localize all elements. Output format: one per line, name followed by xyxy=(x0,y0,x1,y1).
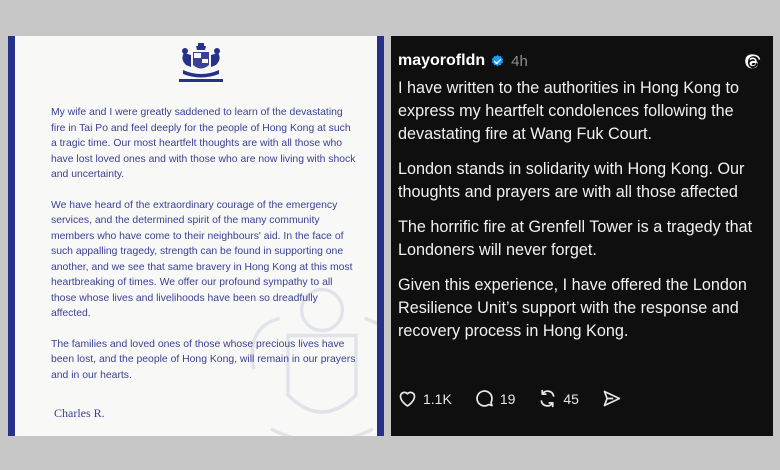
post-header xyxy=(398,50,528,72)
comment-icon xyxy=(474,388,495,409)
letter-body xyxy=(51,105,356,398)
threads-post xyxy=(391,36,773,436)
post-actions xyxy=(397,388,649,409)
repost-icon xyxy=(537,388,558,409)
share-button[interactable] xyxy=(601,388,627,409)
send-icon xyxy=(601,388,622,409)
like-button[interactable] xyxy=(397,388,452,409)
repost-count: 45 xyxy=(563,390,579,407)
letter-signature: Charles R. xyxy=(54,406,105,420)
verified-badge-icon xyxy=(490,54,505,69)
threads-logo-icon[interactable] xyxy=(743,52,763,72)
royal-coat-of-arms-icon xyxy=(175,43,227,87)
post-body xyxy=(398,77,770,355)
repost-button[interactable] xyxy=(537,388,579,409)
letter-paragraph: The families and loved ones of those whose precious lives have been lost, and the people of Hong Kong, will remain in our prayers and in our hearts. xyxy=(51,338,356,381)
post-timestamp: 4h xyxy=(511,52,528,70)
reply-count: 19 xyxy=(499,390,516,407)
post-paragraph: Given this experience, I have offered the London Resilience Unit’s support with the response and recovery process in Hong Kong. xyxy=(398,276,747,340)
reply-button[interactable] xyxy=(474,388,516,409)
letter-paragraph: We have heard of the extraordinary courage of the emergency services, and the determined spirit of the many community members who have come to their neighbours' aid. In the face of such appalling tragedy, strength can be found in supporting one another, and we see that same bravery in Hong Kong at this most heartbreaking of times. We offer our profound sympathy to all those whose lives and livelihoods have been so dreadfully affected. xyxy=(51,199,353,319)
heart-icon xyxy=(397,388,418,409)
post-paragraph: I have written to the authorities in Hong Kong to express my heartfelt condolences following the devastating fire at Wang Fuk Court. xyxy=(398,79,740,143)
like-count: 1.1K xyxy=(423,390,452,407)
post-paragraph: London stands in solidarity with Hong Kong. Our thoughts and prayers are with all those affected xyxy=(398,160,745,201)
letter-paragraph: My wife and I were greatly saddened to learn of the devastating fire in Tai Po and feel deeply for the people of Hong Kong at such a tragic time. Our most heartfelt thoughts are with all those who have lost loved ones and with those who are now living with shock and uncertainty. xyxy=(51,107,356,180)
post-paragraph: The horrific fire at Grenfell Tower is a tragedy that Londoners will never forget. xyxy=(398,218,753,259)
post-username[interactable]: mayorofldn xyxy=(398,52,486,69)
royal-letter xyxy=(8,36,384,436)
